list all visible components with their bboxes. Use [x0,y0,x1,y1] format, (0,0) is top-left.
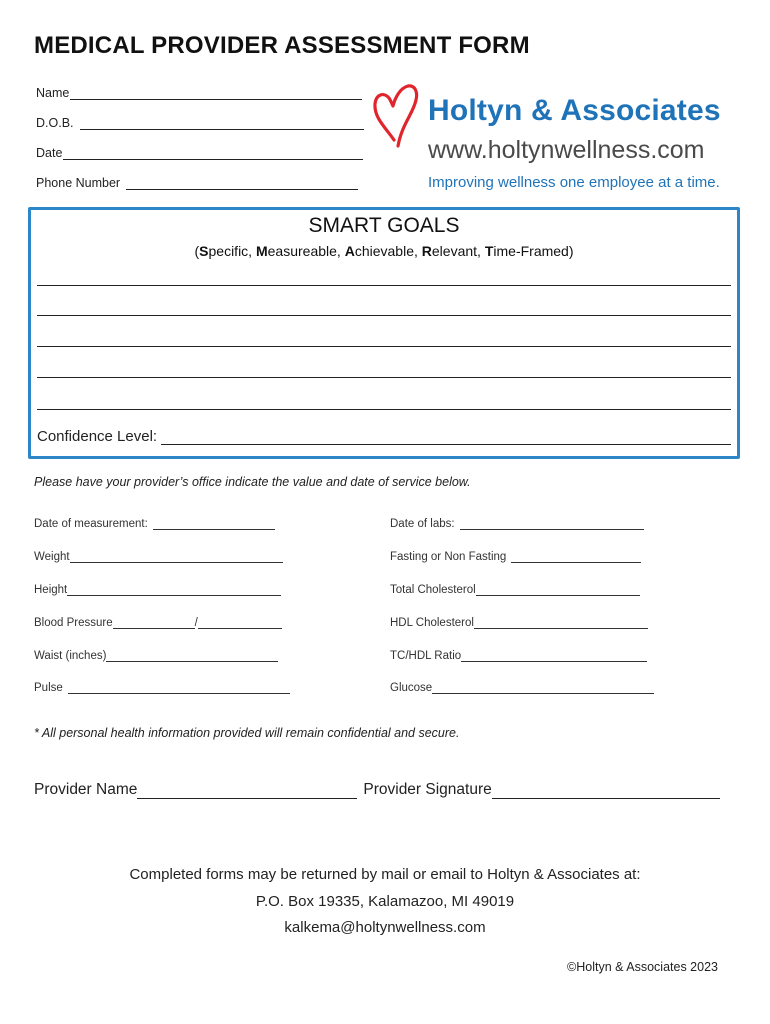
pulse-label: Pulse [34,682,63,694]
provider-name-line[interactable] [137,784,357,799]
confidentiality-note: * All personal health information provided will remain confidential and secure. [34,726,460,740]
fasting-label: Fasting or Non Fasting [390,551,507,563]
confidence-level-field[interactable] [37,428,731,445]
provider-instructions-note: Please have your provider’s office indicate the value and date of service below. [34,475,471,489]
subtitle-rest-m: easureable, [267,243,345,259]
subtitle-open-paren: ( [194,243,200,259]
total-cholesterol-field[interactable] [390,584,640,596]
goal-line-4[interactable] [37,377,731,378]
subtitle-bold-m: M [255,243,268,259]
height-field[interactable] [34,584,281,596]
name-input-line[interactable] [70,87,362,100]
subtitle-rest-a: chievable, [354,243,422,259]
glucose-label: Glucose [390,682,433,694]
pulse-field[interactable] [34,682,290,694]
hdl-cholesterol-label: HDL Cholesterol [390,617,474,629]
blood-pressure-diastolic-line[interactable] [198,617,282,629]
total-cholesterol-label: Total Cholesterol [390,584,476,596]
provider-name-label: Provider Name [34,781,138,798]
dob-label: D.O.B. [36,116,74,130]
phone-input-line[interactable] [126,177,358,190]
tc-hdl-ratio-line[interactable] [461,650,647,662]
goal-line-3[interactable] [37,346,731,347]
subtitle-rest-r: elevant, [431,243,485,259]
provider-signature-label: Provider Signature [363,781,492,798]
provider-signature-line[interactable] [492,784,720,799]
pulse-line[interactable] [68,682,290,694]
waist-field[interactable] [34,650,278,662]
weight-label: Weight [34,551,70,563]
fasting-line[interactable] [511,551,641,563]
date-of-measurement-line[interactable] [153,518,275,530]
confidence-level-label: Confidence Level: [37,428,158,445]
date-of-measurement-field[interactable] [34,518,275,530]
heart-icon [372,82,420,152]
blood-pressure-field[interactable] [34,617,282,629]
smart-goals-subtitle [31,243,737,259]
mailing-address: P.O. Box 19335, Kalamazoo, MI 49019 [255,893,515,910]
date-of-labs-line[interactable] [460,518,644,530]
waist-label: Waist (inches) [34,650,107,662]
dob-field[interactable] [36,116,364,130]
smart-goals-title: SMART GOALS [308,214,460,237]
weight-line[interactable] [70,551,283,563]
total-cholesterol-line[interactable] [476,584,640,596]
height-label: Height [34,584,68,596]
name-label: Name [36,86,70,100]
confidence-level-line[interactable] [161,430,731,445]
blood-pressure-label: Blood Pressure [34,617,113,629]
weight-field[interactable] [34,551,283,563]
goal-line-1[interactable] [37,285,731,286]
date-field[interactable] [36,146,363,160]
hdl-cholesterol-field[interactable] [390,617,648,629]
dob-input-line[interactable] [80,117,364,130]
waist-line[interactable] [106,650,278,662]
logo-tagline: Improving wellness one employee at a time. [428,174,720,191]
glucose-field[interactable] [390,682,654,694]
date-input-line[interactable] [63,147,363,160]
return-instructions: Completed forms may be returned by mail or email to Holtyn & Associates at: [129,866,641,883]
smart-goals-box [28,207,740,459]
copyright-notice: ©Holtyn & Associates 2023 [567,960,718,974]
goal-line-5[interactable] [37,409,731,410]
fasting-field[interactable] [390,551,641,563]
name-field[interactable] [36,86,362,100]
subtitle-bold-t: T [484,243,494,259]
date-of-labs-field[interactable] [390,518,644,530]
date-of-labs-label: Date of labs: [390,518,455,530]
tc-hdl-ratio-label: TC/HDL Ratio [390,650,462,662]
subtitle-bold-s: S [199,243,209,259]
subtitle-rest-t: ime-Framed) [493,243,574,259]
subtitle-rest-s: pecific, [208,243,256,259]
blood-pressure-slash: / [194,617,198,629]
date-of-measurement-label: Date of measurement: [34,518,148,530]
date-label: Date [36,146,63,160]
company-logo [372,82,752,194]
tc-hdl-ratio-field[interactable] [390,650,647,662]
height-line[interactable] [67,584,281,596]
goal-line-2[interactable] [37,315,731,316]
provider-section [34,781,720,799]
subtitle-bold-r: R [421,243,432,259]
phone-field[interactable] [36,176,358,190]
subtitle-bold-a: A [344,243,355,259]
logo-website: www.holtynwellness.com [428,136,705,164]
glucose-line[interactable] [432,682,654,694]
hdl-cholesterol-line[interactable] [474,617,648,629]
form-title: MEDICAL PROVIDER ASSESSMENT FORM [34,32,530,59]
phone-label: Phone Number [36,176,121,190]
contact-email[interactable]: kalkema@holtynwellness.com [284,919,486,936]
logo-company-name: Holtyn & Associates [428,94,721,127]
blood-pressure-systolic-line[interactable] [113,617,195,629]
